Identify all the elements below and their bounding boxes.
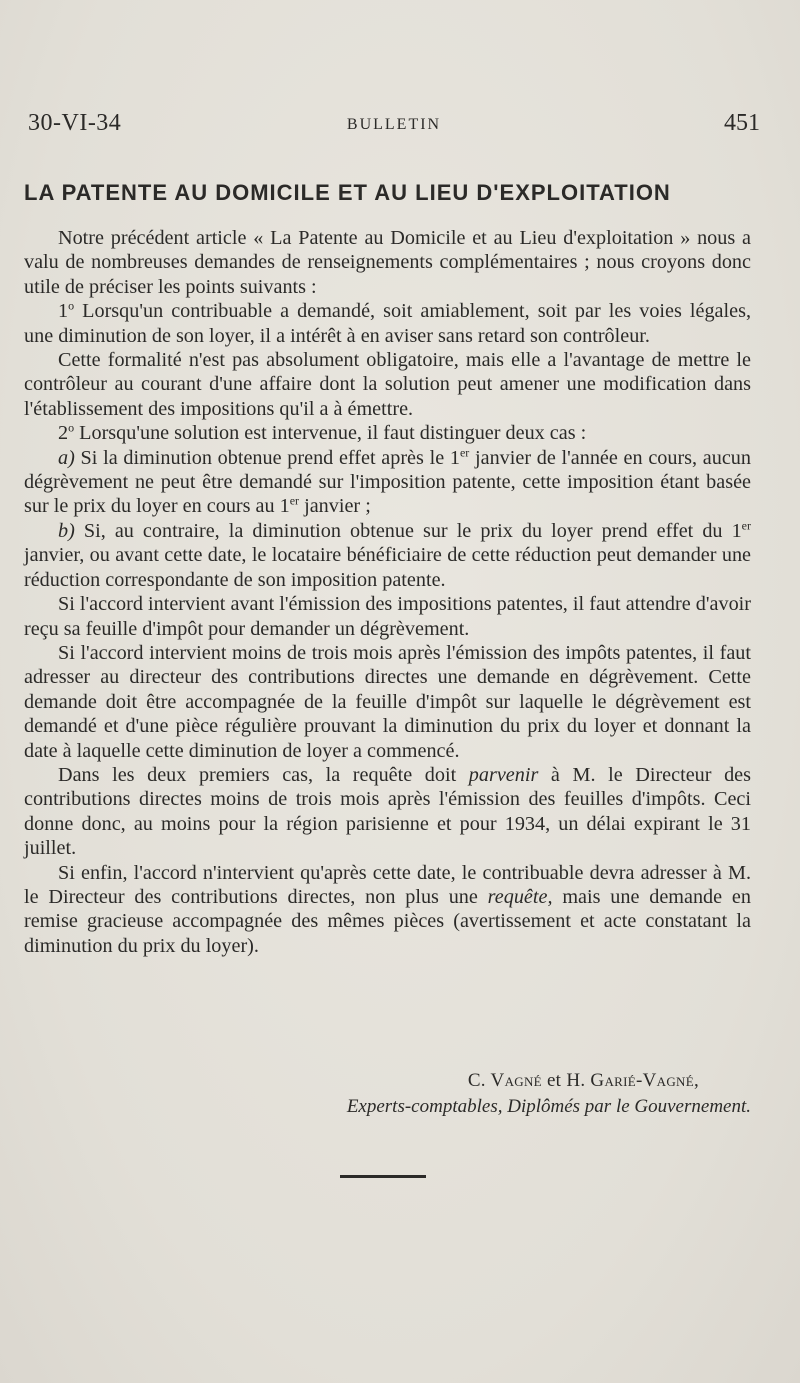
paragraph: [24, 519, 751, 592]
paragraph: Cette formalité n'est pas absolument obligatoire, mais elle a l'avantage de mettre le contrôleur au courant d'une affaire dont la solution peut amener une modification dans l'établissement des impositions qu'il a à émettre.: [24, 349, 751, 420]
author-name: H. Garié-Vagné,: [566, 1070, 699, 1091]
signature-block: [24, 1070, 751, 1118]
paragraph: [24, 861, 751, 959]
point-number: 2: [58, 422, 69, 445]
author-name: C. Vagné: [467, 1070, 542, 1091]
emphasis: requête,: [487, 885, 553, 908]
ordinal-mark: o: [68, 420, 75, 435]
paragraph: [24, 299, 751, 348]
paragraph-text: Si enfin, l'accord n'intervient qu'après cette date, le contribuable devra adresser à M. le Directeur des contributions directes, non plus une: [24, 861, 751, 908]
paragraph-text: janvier ;: [299, 495, 371, 518]
paragraph: [24, 421, 751, 445]
ordinal-mark: er: [459, 444, 470, 459]
point-number: 1: [58, 300, 69, 323]
ordinal-mark: o: [68, 298, 75, 313]
paragraph-text: janvier de l'année en cours, aucun dégrèvement ne peut être demandé sur l'imposition patente, cette imposition étant basée sur le prix du loyer en cours au 1: [24, 446, 751, 518]
ordinal-mark: er: [741, 518, 751, 533]
paragraph-text: janvier, ou avant cette date, le locataire bénéficiaire de cette réduction peut demander une réduction correspondante de son imposition patente.: [24, 544, 751, 591]
article-title: LA PATENTE AU DOMICILE ET AU LIEU D'EXPLOITATION: [24, 180, 671, 205]
paragraph-text: Lorsqu'un contribuable a demandé, soit amiablement, soit par les voies légales, une diminution de son loyer, il a intérêt à en aviser sans retard son contrôleur.: [24, 300, 751, 347]
author-names: [24, 1070, 751, 1092]
case-label: a): [58, 446, 75, 469]
issue-date: 30-VI-34: [28, 110, 122, 136]
paragraph-text: Dans les deux premiers cas, la requête doit: [58, 763, 469, 786]
paragraph: Notre précédent article « La Patente au Domicile et au Lieu d'exploitation » nous a valu de nombreuses demandes de renseignements complémentaires ; nous croyons donc utile de préciser les points suivants :: [24, 227, 751, 298]
author-credentials: Experts-comptables, Diplômés par le Gouvernement.: [346, 1096, 751, 1117]
paragraph-text: Si, au contraire, la diminution obtenue sur le prix du loyer prend effet du 1: [74, 519, 742, 542]
author-conjunction: et: [546, 1070, 562, 1091]
paragraph-text: Si la diminution obtenue prend effet après le 1: [74, 446, 460, 469]
emphasis: parvenir: [468, 763, 539, 786]
article-body: [24, 226, 751, 958]
paragraph: Si l'accord intervient avant l'émission des impositions patentes, il faut attendre d'avoir reçu sa feuille d'impôt pour demander un dégrèvement.: [24, 593, 751, 640]
section-divider: [340, 1175, 426, 1178]
paragraph-text: Lorsqu'une solution est intervenue, il faut distinguer deux cas :: [74, 422, 587, 445]
paragraph: [24, 763, 751, 861]
running-head: [28, 110, 760, 146]
publication-name: BULLETIN: [346, 116, 442, 133]
ordinal-mark: er: [289, 493, 300, 508]
paragraph: Si l'accord intervient moins de trois mois après l'émission des impôts patentes, il faut adresser au directeur des contributions directes une demande en dégrèvement. Cette demande doit être accompagnée de la feuille d'impôt sur laquelle le dégrèvement est demandé et d'une pièce régulière prouvant la diminution du prix du loyer et donnant la date à laquelle cette diminution de loyer a commencé.: [24, 641, 751, 762]
page-number: 451: [724, 110, 760, 136]
paragraph-text: à M. le Directeur des contributions directes moins de trois mois après l'émission des feuilles d'impôts. Ceci donne donc, au moins pour la région parisienne et pour 1934, un délai expirant le 31 juillet.: [24, 763, 751, 860]
paragraph-text: mais une demande en remise gracieuse accompagnée des mêmes pièces (avertissement et acte constatant la diminution du prix du loyer).: [24, 885, 751, 957]
paragraph: [24, 446, 751, 519]
case-label: b): [58, 519, 75, 542]
